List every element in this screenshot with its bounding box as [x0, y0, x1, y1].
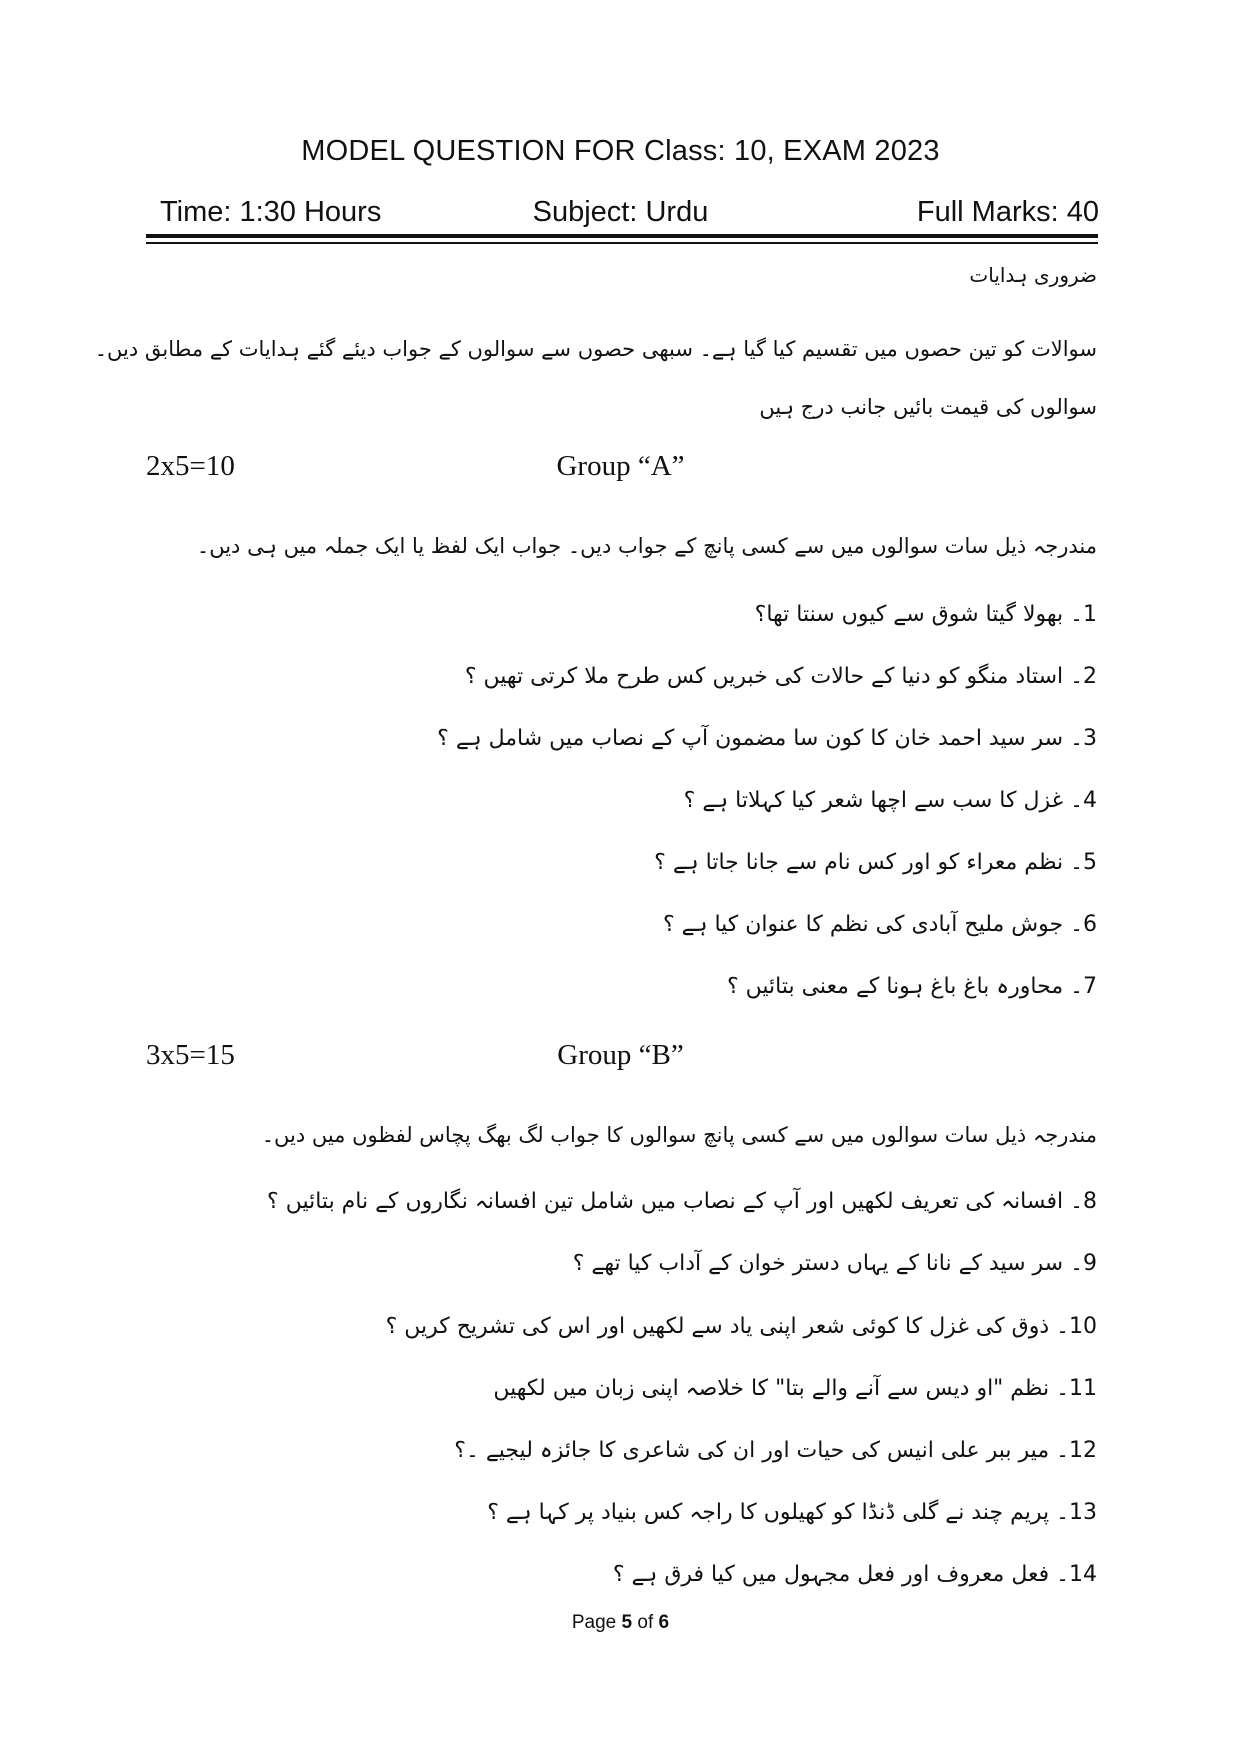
question-1: 1۔ بھولا گیتا شوق سے کیوں سنتا تھا؟	[754, 602, 1097, 627]
page-current: 5	[621, 1612, 633, 1633]
header-rule-thick	[146, 234, 1098, 238]
group-b-direction: مندرجہ ذیل سات سوالوں میں سے کسی پانچ سوالوں کا جواب لگ بھگ پچاس لفظوں میں دیں۔	[261, 1123, 1097, 1147]
question-14: 14۔ فعل معروف اور فعل مجہول میں کیا فرق ہے ؟	[612, 1562, 1097, 1587]
question-12: 12۔ میر ببر علی انیس کی حیات اور ان کی شاعری کا جائزہ لیجیے ۔؟	[454, 1438, 1097, 1463]
question-4: 4۔ غزل کا سب سے اچھا شعر کیا کہلاتا ہے ؟	[683, 788, 1097, 813]
page-of: of	[637, 1612, 654, 1633]
question-5: 5۔ نظم معراء کو اور کس نام سے جانا جاتا ہے ؟	[654, 850, 1097, 875]
question-3: 3۔ سر سید احمد خان کا کون سا مضمون آپ کے نصاب میں شامل ہے ؟	[437, 726, 1097, 751]
group-b-title: Group “B”	[557, 1039, 684, 1071]
group-a-marks: 2x5=10	[146, 450, 235, 482]
instruction-line-1: سوالات کو تین حصوں میں تقسیم کیا گیا ہے۔ سبھی حصوں سے سوالوں کے جواب دیئے گئے ہدایات کے مطابق دیں۔	[94, 337, 1097, 361]
instructions-heading: ضروری ہدایات	[969, 263, 1097, 287]
exam-time: Time: 1:30 Hours	[160, 196, 382, 228]
page-number	[0, 1612, 1241, 1634]
question-10: 10۔ ذوق کی غزل کا کوئی شعر اپنی یاد سے لکھیں اور اس کی تشریح کریں ؟	[385, 1314, 1097, 1339]
group-a-title: Group “A”	[556, 450, 685, 482]
instruction-line-2: سوالوں کی قیمت بائیں جانب درج ہیں	[759, 395, 1097, 419]
group-b-marks: 3x5=15	[146, 1039, 235, 1071]
question-9: 9۔ سر سید کے نانا کے یہاں دستر خوان کے آداب کیا تھے ؟	[572, 1251, 1097, 1276]
question-13: 13۔ پریم چند نے گلی ڈنڈا کو کھیلوں کا راجہ کس بنیاد پر کہا ہے ؟	[487, 1500, 1097, 1525]
group-a-direction: مندرجہ ذیل سات سوالوں میں سے کسی پانچ کے جواب دیں۔ جواب ایک لفظ یا ایک جملہ میں ہی دیں۔	[196, 534, 1097, 558]
question-6: 6۔ جوش ملیح آبادی کی نظم کا عنوان کیا ہے ؟	[663, 912, 1097, 937]
exam-full-marks: Full Marks: 40	[916, 196, 1099, 228]
page-total: 6	[658, 1612, 670, 1633]
exam-title: MODEL QUESTION FOR Class: 10, EXAM 2023	[301, 135, 940, 167]
question-11: 11۔ نظم "او دیس سے آنے والے بتا" کا خلاصہ اپنی زبان میں لکھیں	[493, 1376, 1097, 1401]
question-8: 8۔ افسانہ کی تعریف لکھیں اور آپ کے نصاب میں شامل تین افسانہ نگاروں کے نام بتائیں ؟	[267, 1189, 1097, 1214]
question-7: 7۔ محاورہ باغ باغ ہونا کے معنی بتائیں ؟	[726, 974, 1097, 999]
exam-subject: Subject: Urdu	[532, 196, 709, 228]
page-label: Page	[571, 1612, 617, 1633]
question-2: 2۔ استاد منگو کو دنیا کے حالات کی خبریں کس طرح ملا کرتی تھیں ؟	[464, 664, 1097, 689]
header-rule-thin	[146, 242, 1098, 244]
